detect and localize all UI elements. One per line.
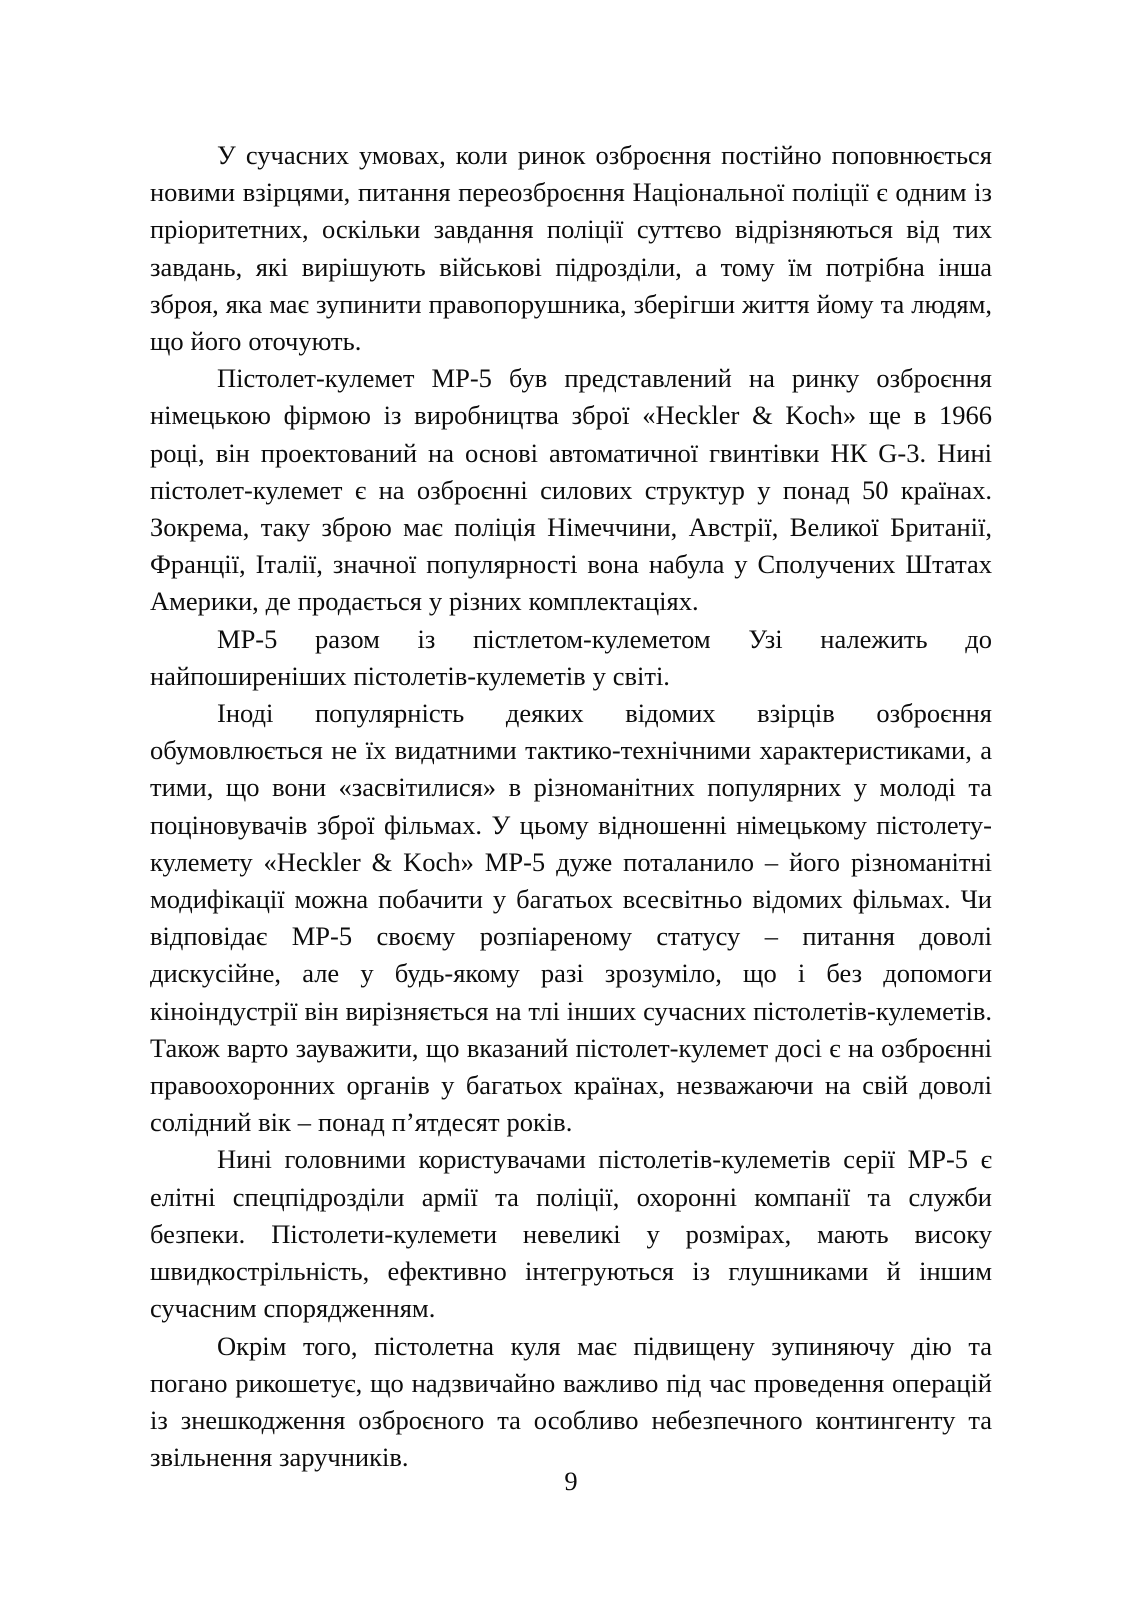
paragraph-5: Нині головними користувачами пістолетів-кулеметів серії МР-5 є елітні спецпідрозділи армії та поліції, охоронні компанії та служби безпеки. Пістолети-кулемети невеликі у розмірах, мають високу швидкострільність, ефективно інтегруються із глушниками й іншим сучасним спорядженням.	[150, 1144, 992, 1324]
paragraph-6: Окрім того, пістолетна куля має підвищену зупиняючу дію та погано рикошетує, що надзвичайно важливо під час проведення операцій із знешкодження озброєного та особливо небезпечного контингенту та звільнення заручників.	[150, 1330, 992, 1473]
paragraph-4: Іноді популярність деяких відомих взірців озброєння обумовлюється не їх видатними тактико-технічними характеристиками, а тими, що вони «засвітилися» в різноманітних популярних у молоді та поціновувачів зброї фільмах. У цьому відношенні німецькому пістолету-кулемету «Heckler & Koch» МР-5 дуже поталанило – його різноманітні модифікації можна побачити у багатьох всесвітньо відомих фільмах. Чи відповідає МР-5 своєму розпіареному статусу – питання доволі дискусійне, але у будь-якому разі зрозуміло, що і без допомоги кіноіндустрії він вирізняється на тлі інших сучасних пістолетів-кулеметів. Також варто зауважити, що вказаний пістолет-кулемет досі є на озброєнні правоохоронних органів у багатьох країнах, незважаючи на свій доволі солідний вік – понад п’ятдесят років.	[150, 698, 992, 1138]
paragraph-2: Пістолет-кулемет МР-5 був представлений на ринку озброєння німецькою фірмою із виробництва зброї «Heckler & Koch» ще в 1966 році, він проектований на основі автоматичної гвинтівки НК G-3. Нині пістолет-кулемет є на озброєнні силових структур у понад 50 країнах. Зокрема, таку зброю має поліція Німеччини, Австрії, Великої Британії, Франції, Італії, значної популярності вона набула у Сполучених Штатах Америки, де продається у різних комплектаціях.	[150, 363, 992, 617]
page-number: 9	[564, 1466, 578, 1496]
paragraph-3: МР-5 разом із пістлетом-кулеметом Узі належить до найпоширеніших пістолетів-кулеметів у світі.	[150, 623, 992, 691]
paragraph-1: У сучасних умовах, коли ринок озброєння постійно поповнюється новими взірцями, питання переозброєння Національної поліції є одним із пріоритетних, оскільки завдання поліції суттєво відрізняються від тих завдань, які вирішують військові підрозділи, а тому їм потрібна інша зброя, яка має зупинити правопорушника, зберігши життя йому та людям, що його оточують.	[150, 140, 992, 357]
page-body-text	[150, 137, 992, 1476]
